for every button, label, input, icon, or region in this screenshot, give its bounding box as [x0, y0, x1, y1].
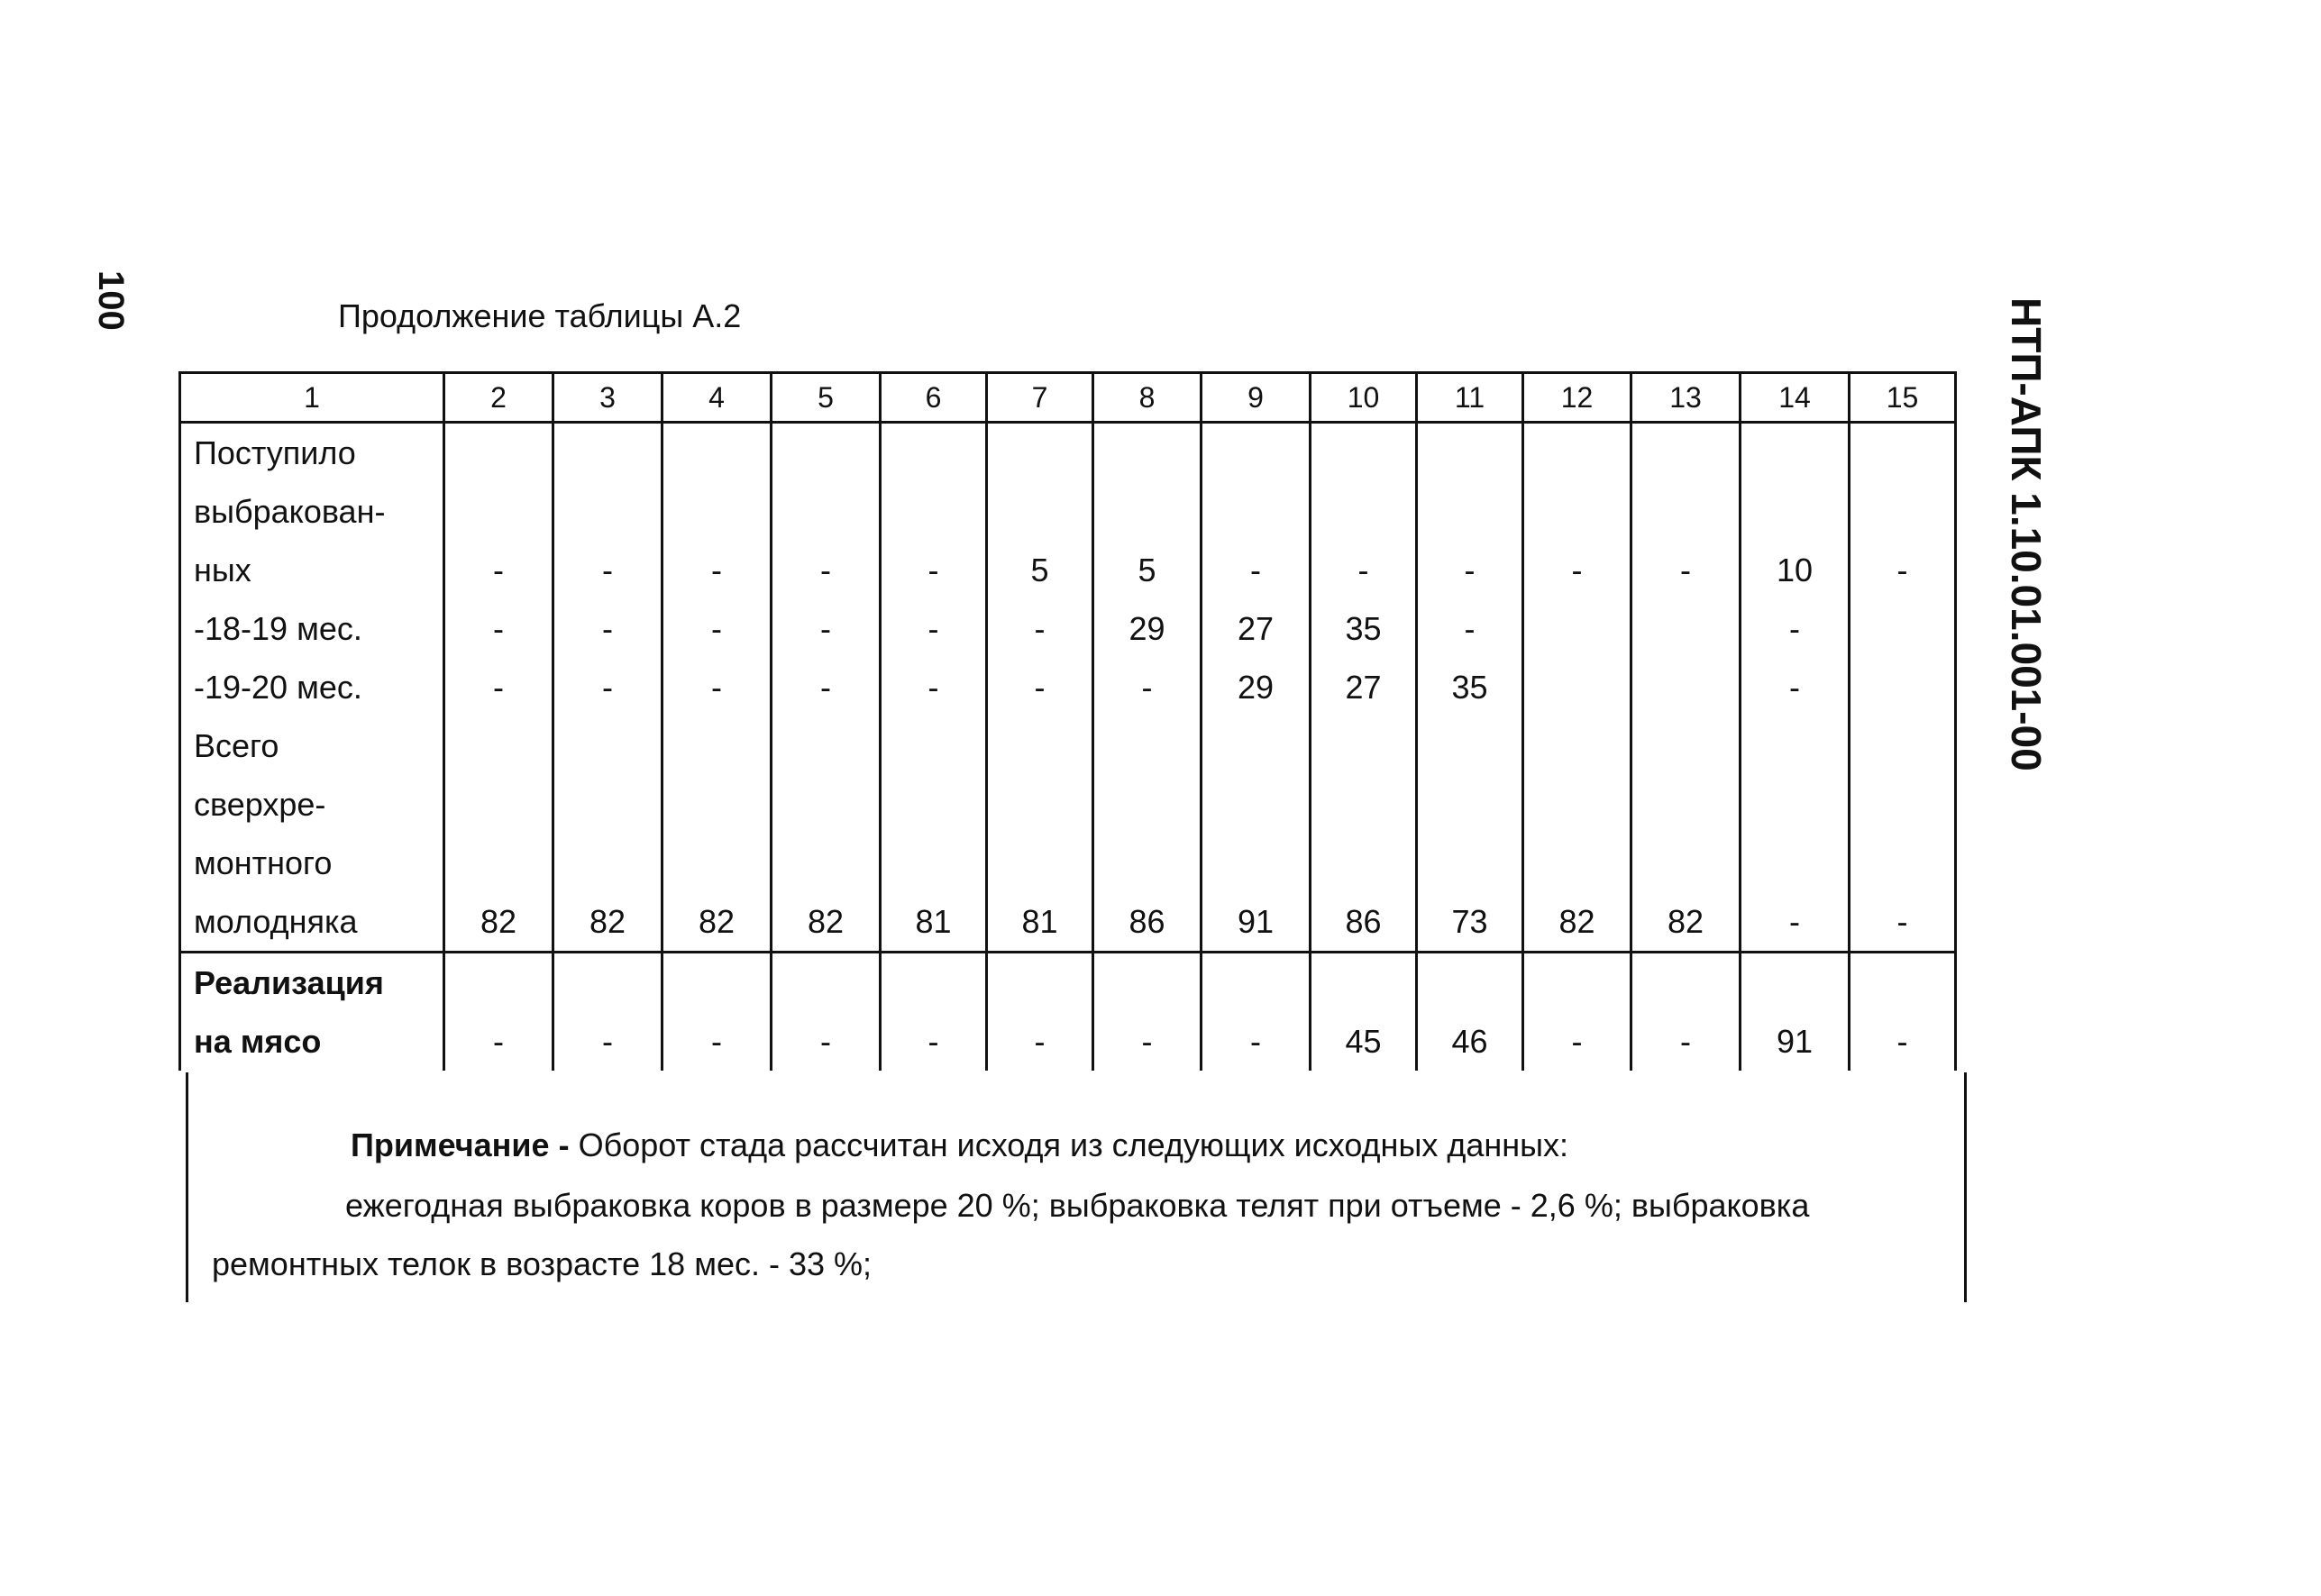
table-cell [887, 834, 980, 892]
table-cell [560, 424, 655, 482]
table-cell: - [602, 552, 613, 588]
table-cell: - [1464, 610, 1476, 647]
table-cell: - [1896, 1023, 1908, 1060]
table-cell [1208, 424, 1303, 482]
table-cell [1423, 482, 1516, 541]
table-cell [669, 953, 764, 1012]
table-cell: - [1789, 610, 1800, 647]
table-cell: 27 [1237, 610, 1275, 647]
table-cell: 82 [1667, 903, 1704, 940]
table-cell [1423, 775, 1516, 834]
table-cell: - [1357, 552, 1369, 588]
table-cell: 86 [1345, 903, 1382, 940]
table-cell [669, 834, 764, 892]
table-cell [1423, 716, 1516, 775]
table-cell [1747, 716, 1842, 775]
table-cell [560, 716, 655, 775]
table-cell: - [602, 669, 613, 706]
block2-col-5 [772, 953, 881, 1072]
table-cell: - [1680, 1023, 1691, 1060]
table-cell [887, 716, 980, 775]
table-cell: 82 [807, 903, 845, 940]
table-cell [1317, 716, 1410, 775]
table-cell [778, 424, 873, 482]
block2-col-8 [1093, 953, 1202, 1072]
header-cell-6: 6 [881, 373, 987, 423]
table-cell [1638, 775, 1733, 834]
table-cell: - [927, 669, 939, 706]
block1-label-line: Всего [194, 727, 279, 764]
block1-label-line: Поступило [194, 434, 356, 471]
table-cell [1530, 482, 1624, 541]
table-cell [1856, 658, 1949, 716]
block2-label [180, 953, 444, 1072]
table-cell: - [1896, 552, 1908, 588]
table-cell: 27 [1345, 669, 1382, 706]
table-cell [1856, 482, 1949, 541]
data-table [178, 371, 1957, 1071]
header-cell-8: 8 [1093, 373, 1202, 423]
block1-col-9 [1202, 423, 1311, 953]
block2-col-13 [1631, 953, 1741, 1072]
table-cell: - [820, 552, 831, 588]
table-cell: - [1896, 903, 1908, 940]
table-cell [451, 834, 546, 892]
table-cell [451, 424, 546, 482]
table-cell [1317, 424, 1410, 482]
table-cell [1423, 953, 1516, 1012]
block1-label-line: ных [194, 552, 251, 588]
table-cell [1530, 658, 1624, 716]
table-cell: - [1141, 1023, 1153, 1060]
table-cell [1747, 482, 1842, 541]
page-number: 100 [91, 270, 131, 331]
block1-col-15 [1850, 423, 1956, 953]
table-cell: - [927, 552, 939, 588]
table-cell [669, 482, 764, 541]
table-cell: - [1680, 552, 1691, 588]
table-cell [1747, 424, 1842, 482]
table-cell: - [493, 669, 504, 706]
block2-col-14 [1741, 953, 1850, 1072]
header-cell-1: 1 [180, 373, 444, 423]
block2-col-9 [1202, 953, 1311, 1072]
table-cell: - [1789, 669, 1800, 706]
table-cell [669, 716, 764, 775]
table-cell [1208, 716, 1303, 775]
block1-col-12 [1523, 423, 1631, 953]
table-cell: - [1034, 1023, 1046, 1060]
table-cell [1530, 716, 1624, 775]
table-cell: 5 [1030, 552, 1049, 588]
header-cell-12: 12 [1523, 373, 1631, 423]
table-cell [1638, 658, 1733, 716]
block1-col-10 [1311, 423, 1417, 953]
table-cell [1747, 834, 1842, 892]
block1-col-13 [1631, 423, 1741, 953]
table-cell [887, 424, 980, 482]
table-cell [778, 775, 873, 834]
block1-col-6 [881, 423, 987, 953]
table-cell [1638, 599, 1733, 658]
block1-col-11 [1417, 423, 1523, 953]
block2-col-3 [553, 953, 662, 1072]
table-cell [1856, 599, 1949, 658]
document-code: НТП-АПК 1.10.01.001-00 [2003, 297, 2050, 771]
note-prefix: Примечание - [351, 1126, 570, 1163]
table-cell [1100, 775, 1194, 834]
table-cell: 45 [1345, 1023, 1382, 1060]
table-cell: 35 [1345, 610, 1382, 647]
table-cell: - [927, 610, 939, 647]
header-cell-4: 4 [662, 373, 772, 423]
table-cell: 5 [1138, 552, 1156, 588]
table-cell: - [602, 610, 613, 647]
table-cell [1856, 775, 1949, 834]
table-cell [451, 482, 546, 541]
table-cell [1208, 775, 1303, 834]
table-cell [1638, 482, 1733, 541]
table-cell [1208, 953, 1303, 1012]
header-cell-7: 7 [987, 373, 1093, 423]
table-cell: - [1571, 552, 1583, 588]
table-cell [1100, 953, 1194, 1012]
table-cell [1208, 834, 1303, 892]
table-cell: - [493, 552, 504, 588]
table-cell: 29 [1237, 669, 1275, 706]
table-cell [1530, 775, 1624, 834]
table-cell: 35 [1451, 669, 1488, 706]
table-cell [1638, 834, 1733, 892]
table-cell: - [493, 1023, 504, 1060]
note-line-2: ежегодная выбраковка коров в размере 20 %; выбраковка телят при отъеме - 2,6 %; выбраковка [345, 1187, 1810, 1224]
table-cell [1317, 775, 1410, 834]
note-text-1: Оборот стада рассчитан исходя из следующих исходных данных: [578, 1126, 1568, 1163]
table-cell: 73 [1451, 903, 1488, 940]
note-line-1 [351, 1126, 1568, 1164]
block1-label-line: сверхре- [194, 786, 326, 823]
table-cell: 81 [915, 903, 952, 940]
table-cell [1747, 775, 1842, 834]
table-cell [1530, 424, 1624, 482]
block1-label-line: молодняка [194, 903, 358, 940]
block2-col-15 [1850, 953, 1956, 1072]
table-cell [887, 775, 980, 834]
table-cell: - [1034, 610, 1046, 647]
note-line-3: ремонтных телок в возрасте 18 мес. - 33 %; [212, 1245, 873, 1282]
block1-col-3 [553, 423, 662, 953]
table-cell [451, 775, 546, 834]
block2-col-12 [1523, 953, 1631, 1072]
table-cell [1856, 716, 1949, 775]
block1-col-8 [1093, 423, 1202, 953]
table-cell [993, 834, 1086, 892]
block2-col-7 [987, 953, 1093, 1072]
table-cell: 81 [1021, 903, 1058, 940]
table-cell [1530, 834, 1624, 892]
table-cell [1856, 834, 1949, 892]
header-cell-3: 3 [553, 373, 662, 423]
header-cell-10: 10 [1311, 373, 1417, 423]
notes-section [186, 1072, 1967, 1302]
block2-col-4 [662, 953, 772, 1072]
block2-col-2 [444, 953, 553, 1072]
table-cell [669, 424, 764, 482]
table-cell: - [820, 669, 831, 706]
table-cell: - [1571, 1023, 1583, 1060]
table-cell: - [711, 669, 722, 706]
table-cell [1208, 482, 1303, 541]
table-cell [993, 716, 1086, 775]
table-cell [560, 834, 655, 892]
block1-label-line: -19-20 мес. [194, 669, 362, 706]
block1-col-4 [662, 423, 772, 953]
table-cell: 91 [1237, 903, 1275, 940]
table-cell: 29 [1129, 610, 1165, 647]
table-cell [1317, 834, 1410, 892]
block1-label-line: монтного [194, 844, 333, 881]
table-cell: - [927, 1023, 939, 1060]
table-cell: - [1034, 669, 1046, 706]
table-cell [1100, 482, 1194, 541]
table-cell: - [820, 1023, 831, 1060]
table-cell [1638, 424, 1733, 482]
table-cell [1530, 599, 1624, 658]
table-cell: - [711, 610, 722, 647]
table-cell [778, 834, 873, 892]
table-cell: 10 [1776, 552, 1814, 588]
block2-col-11 [1417, 953, 1523, 1072]
table-cell [451, 716, 546, 775]
header-cell-9: 9 [1202, 373, 1311, 423]
table-cell [1317, 482, 1410, 541]
header-cell-15: 15 [1850, 373, 1956, 423]
table-cell [993, 953, 1086, 1012]
block1-col-7 [987, 423, 1093, 953]
table-cell [887, 953, 980, 1012]
table-cell: 82 [1558, 903, 1595, 940]
header-cell-11: 11 [1417, 373, 1523, 423]
block1-label [180, 423, 444, 953]
table-cell [1423, 834, 1516, 892]
table-cell: 82 [480, 903, 517, 940]
header-cell-2: 2 [444, 373, 553, 423]
table-cell: - [711, 1023, 722, 1060]
block2-label-line: на мясо [194, 1023, 322, 1060]
table-cell [1100, 834, 1194, 892]
block-row-meat-sale [180, 953, 1956, 1072]
table-cell [1100, 716, 1194, 775]
block1-col-5 [772, 423, 881, 953]
table-cell: - [1789, 903, 1800, 940]
table-cell [993, 424, 1086, 482]
block2-col-10 [1311, 953, 1417, 1072]
header-cell-13: 13 [1631, 373, 1741, 423]
header-cell-5: 5 [772, 373, 881, 423]
table-cell [1856, 424, 1949, 482]
table-cell: - [493, 610, 504, 647]
block1-label-line: -18-19 мес. [194, 610, 362, 647]
table-cell [1100, 424, 1194, 482]
table-cell: - [1250, 552, 1261, 588]
table-caption: Продолжение таблицы А.2 [338, 297, 742, 334]
table-cell: - [1464, 552, 1476, 588]
table-cell [1423, 424, 1516, 482]
header-row [180, 373, 1956, 423]
table-cell [778, 953, 873, 1012]
table-cell [1747, 953, 1842, 1012]
table-cell: - [820, 610, 831, 647]
table-cell [1638, 716, 1733, 775]
table-cell [560, 953, 655, 1012]
table-cell: - [1141, 669, 1153, 706]
table-cell [560, 775, 655, 834]
block-row-received [180, 423, 1956, 953]
block2-col-6 [881, 953, 987, 1072]
block2-label-line: Реализация [194, 964, 384, 1001]
table-cell: 86 [1129, 903, 1165, 940]
table-cell: 91 [1776, 1023, 1814, 1060]
table-cell: - [1250, 1023, 1261, 1060]
table-cell: 82 [589, 903, 626, 940]
table-cell [451, 953, 546, 1012]
table-cell [993, 775, 1086, 834]
table-cell [1856, 953, 1949, 1012]
table-cell [1530, 953, 1624, 1012]
table-cell: 82 [698, 903, 736, 940]
table-cell [778, 716, 873, 775]
table-cell [1317, 953, 1410, 1012]
table-cell [778, 482, 873, 541]
table-cell: - [602, 1023, 613, 1060]
header-cell-14: 14 [1741, 373, 1850, 423]
table-cell: 46 [1451, 1023, 1488, 1060]
table-cell: - [711, 552, 722, 588]
table-cell [993, 482, 1086, 541]
block1-label-line: выбракован- [194, 493, 386, 530]
table-cell [1638, 953, 1733, 1012]
table-cell [669, 775, 764, 834]
block1-col-14 [1741, 423, 1850, 953]
table-cell [560, 482, 655, 541]
block1-col-2 [444, 423, 553, 953]
table-cell [887, 482, 980, 541]
